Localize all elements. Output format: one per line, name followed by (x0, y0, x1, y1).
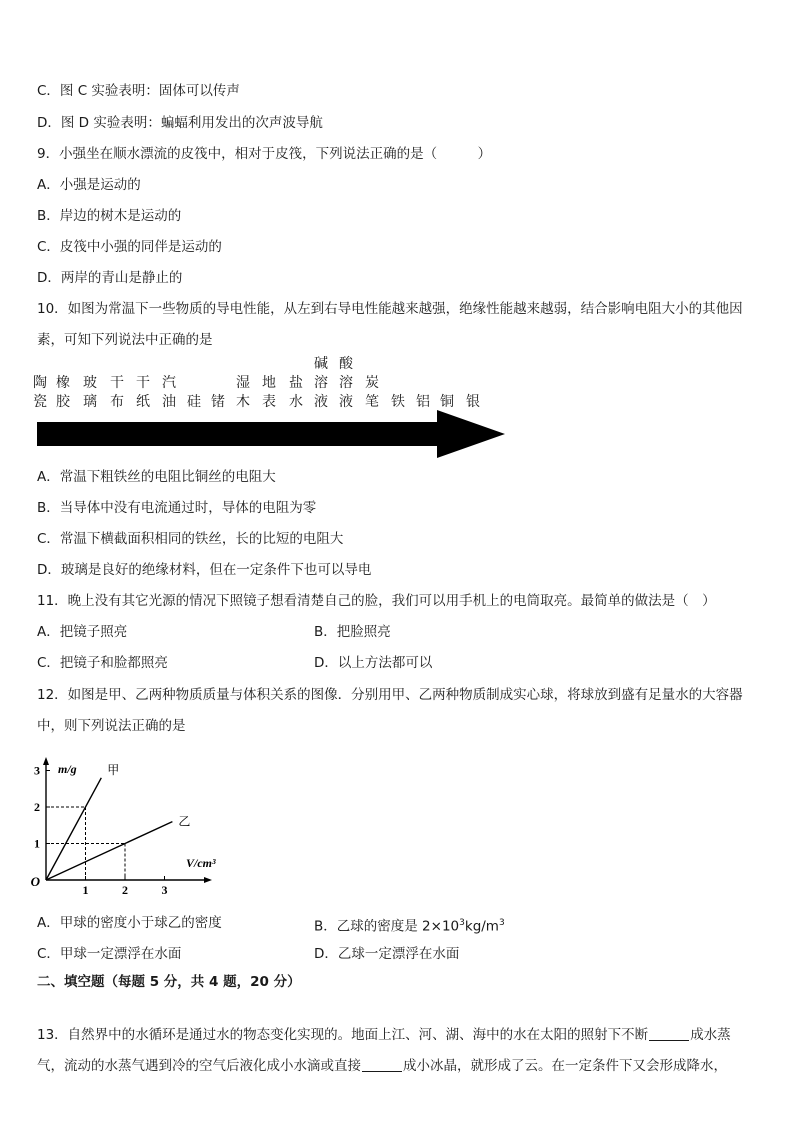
material-label-char: 碱 (314, 356, 328, 372)
material-label-char: 表 (262, 394, 276, 410)
material-label-char: 瓷 (33, 394, 47, 410)
q10-option-c: C．常温下横截面积相同的铁丝，长的比短的电阻大 (37, 531, 344, 547)
material-label-char: 胶 (56, 394, 70, 410)
material-label-char: 璃 (83, 394, 97, 410)
series-line-甲 (46, 778, 101, 880)
material-label-char: 湿 (236, 375, 250, 391)
y-tick-label: 1 (34, 836, 40, 851)
material-label-char: 炭 (365, 375, 379, 391)
material-label-char: 油 (162, 394, 176, 410)
material-label-char: 盐 (289, 375, 303, 391)
q11-stem: 11．晚上没有其它光源的情况下照镜子想看清楚自己的脸，我们可以用手机上的电筒取亮。最简单的做法是（ ） (37, 593, 716, 609)
material-label-char: 铁 (391, 394, 405, 410)
section-title: 二、填空题（每题 5 分，共 4 题，20 分） (37, 974, 301, 990)
origin-label: O (30, 874, 40, 889)
material-label-char: 玻 (83, 375, 97, 391)
material-label-char: 地 (262, 375, 276, 391)
mass-volume-graph (30, 755, 230, 895)
q11-option-a: A．把镜子照亮 (37, 624, 128, 640)
q12-option-c: C．甲球一定漂浮在水面 (37, 946, 182, 962)
material-label-char: 溶 (339, 375, 353, 391)
q10-option-d: D．玻璃是良好的绝缘材料，但在一定条件下也可以导电 (37, 562, 372, 578)
material-label-char: 液 (314, 394, 328, 410)
q8-option-c: C．图 C 实验表明：固体可以传声 (37, 83, 240, 99)
q11-option-c: C．把镜子和脸都照亮 (37, 655, 168, 671)
material-label-char: 木 (236, 394, 250, 410)
material-label-char: 铜 (440, 394, 454, 410)
material-label-char: 笔 (365, 394, 379, 410)
answer-blank-1[interactable] (649, 1026, 689, 1041)
graph-labels (31, 762, 216, 895)
material-label-char: 银 (466, 394, 480, 410)
answer-blank-2[interactable] (362, 1057, 402, 1072)
graph-series (46, 778, 172, 880)
series-line-乙 (46, 822, 172, 880)
conductivity-arrow (37, 410, 507, 460)
q13-stem: 13．自然界中的水循环是通过水的物态变化实现的。地面上江、河、湖、海中的水在太阳的照射下不断 成水蒸气，流动的水蒸气遇到冷的空气后液化成小水滴或直接 成小冰晶，就形成了云。在一定条件下又会形成降水， (37, 1027, 731, 1074)
x-axis-arrow (204, 877, 212, 883)
material-label-char: 酸 (339, 356, 353, 372)
material-label-char: 汽 (162, 375, 176, 391)
q12-stem: 12．如图是甲、乙两种物质质量与体积关系的图像．分别用甲、乙两种物质制成实心球，将球放到盛有足量水的大容器中，则下列说法正确的是 (37, 687, 743, 734)
q12-option-d: D．乙球一定漂浮在水面 (314, 946, 460, 962)
q9-stem: 9．小强坐在顺水漂流的皮筏中，相对于皮筏，下列说法正确的是（ ） (37, 146, 492, 162)
q10-option-a: A．常温下粗铁丝的电阻比铜丝的电阻大 (37, 469, 276, 485)
q11-option-d: D．以上方法都可以 (314, 655, 433, 671)
q8-option-d: D．图 D 实验表明：蝙蝠利用发出的次声波导航 (37, 115, 323, 131)
material-label-char: 橡 (56, 375, 70, 391)
material-label-char: 硅 (187, 394, 201, 410)
series-label: 乙 (178, 814, 191, 829)
q9-option-d: D．两岸的青山是静止的 (37, 270, 183, 286)
series-label: 甲 (107, 762, 120, 777)
x-tick-label: 2 (122, 883, 128, 895)
q9-option-c: C．皮筏中小强的同伴是运动的 (37, 239, 222, 255)
material-label-char: 锗 (211, 394, 225, 410)
q10-stem: 10．如图为常温下一些物质的导电性能，从左到右导电性能越来越强，绝缘性能越来越弱，结合影响电阻大小的其他因素，可知下列说法中正确的是 (37, 301, 743, 348)
y-tick-label: 3 (34, 763, 40, 778)
material-label-char: 布 (110, 394, 124, 410)
q9-option-a: A．小强是运动的 (37, 177, 141, 193)
material-label-char: 铝 (416, 394, 430, 410)
y-axis-arrow (43, 757, 49, 765)
q11-option-b: B．把脸照亮 (314, 624, 391, 640)
material-label-char: 水 (289, 394, 303, 410)
q12-option-b: B．乙球的密度是 $2\times 10^3kg/m^3$ (314, 918, 505, 935)
material-label-char: 干 (136, 375, 150, 391)
y-tick-label: 2 (34, 800, 40, 814)
x-axis-label: V/cm³ (186, 856, 216, 870)
q12-option-a: A．甲球的密度小于球乙的密度 (37, 915, 222, 931)
material-label-char: 液 (339, 394, 353, 410)
x-tick-label: 3 (161, 883, 168, 895)
x-tick-label: 1 (82, 883, 89, 895)
q10-option-b: B．当导体中没有电流通过时，导体的电阻为零 (37, 500, 317, 516)
q9-option-b: B．岸边的树木是运动的 (37, 208, 182, 224)
material-label-char: 干 (110, 375, 124, 391)
material-label-char: 溶 (314, 375, 328, 391)
material-label-char: 陶 (33, 375, 47, 391)
material-label-char: 纸 (136, 394, 150, 410)
y-axis-label: m/g (58, 762, 77, 776)
